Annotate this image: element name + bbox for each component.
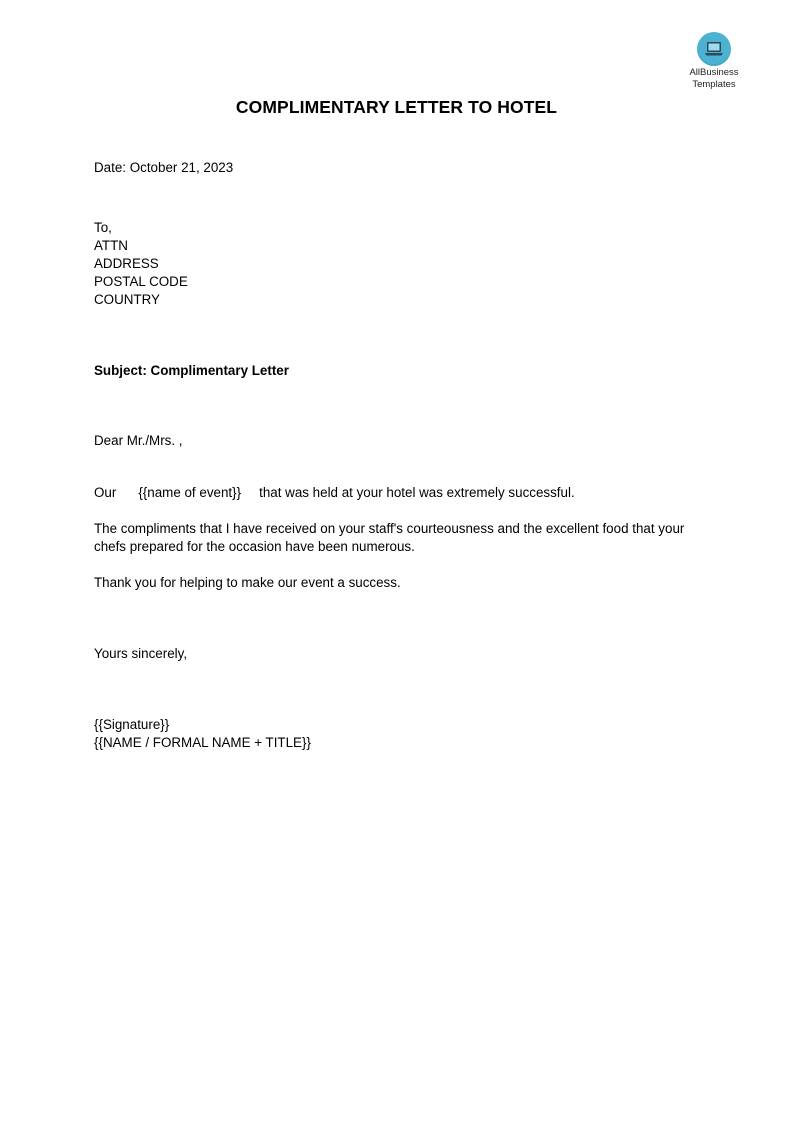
document-title: COMPLIMENTARY LETTER TO HOTEL — [235, 97, 558, 117]
subject-line: Subject: Complimentary Letter — [94, 363, 289, 378]
logo-text-line1: AllBusiness — [689, 67, 739, 78]
laptop-icon — [697, 32, 731, 66]
date-line: Date: October 21, 2023 — [94, 160, 234, 175]
recipient-address: ADDRESS — [94, 256, 159, 271]
recipient-attn: ATTN — [94, 238, 128, 253]
recipient-to: To, — [94, 220, 112, 235]
event-name-placeholder: {{name of event}} — [138, 485, 242, 500]
signature-placeholder: {{Signature}} — [94, 717, 170, 732]
signer-name-placeholder: {{NAME / FORMAL NAME + TITLE}} — [94, 735, 311, 750]
body-paragraph-2-line-2: chefs prepared for the occasion have been numerous. — [94, 539, 415, 554]
recipient-country: COUNTRY — [94, 292, 160, 307]
body-paragraph-3: Thank you for helping to make our event a success. — [94, 575, 401, 590]
body-p1-start: Our — [94, 485, 117, 500]
salutation: Dear Mr./Mrs. , — [94, 433, 183, 448]
body-paragraph-2-line-1: The compliments that I have received on your staff's courteousness and the excellent food that your — [94, 521, 685, 536]
brand-logo — [686, 32, 742, 90]
recipient-postal-code: POSTAL CODE — [94, 274, 188, 289]
body-p1-end: that was held at your hotel was extremely successful. — [259, 485, 575, 500]
logo-text-line2: Templates — [692, 79, 736, 90]
closing: Yours sincerely, — [94, 646, 188, 661]
body-paragraph-1 — [94, 484, 575, 502]
